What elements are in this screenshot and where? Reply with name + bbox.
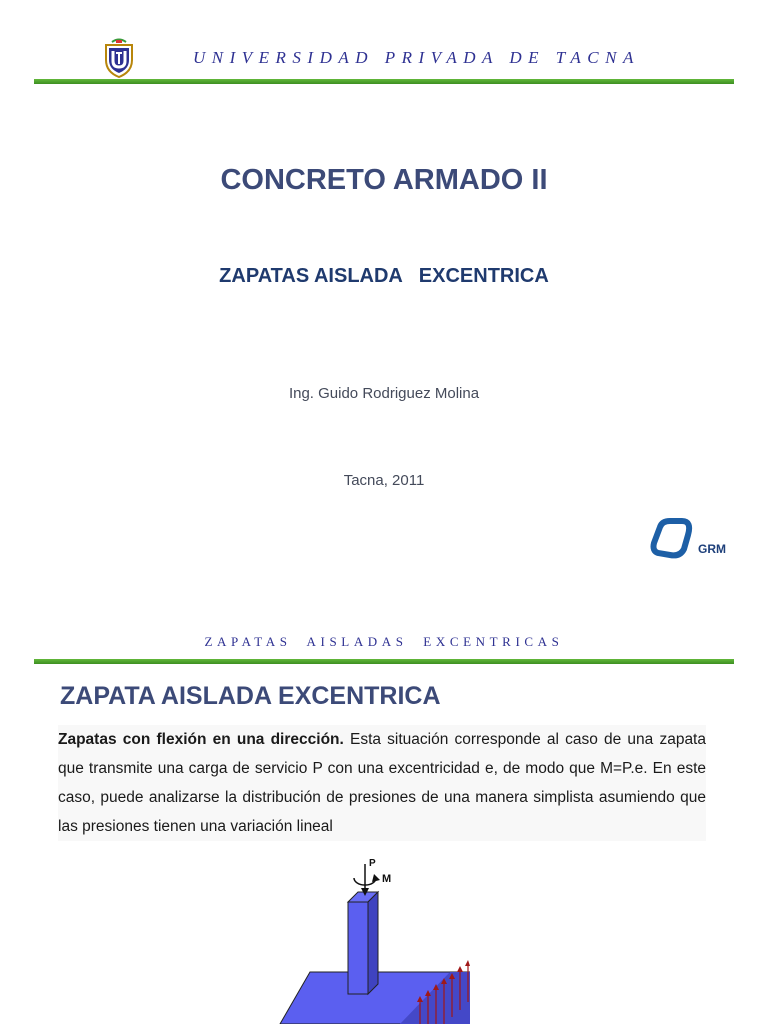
slide-title: ZAPATA AISLADA EXCENTRICA: [60, 682, 441, 710]
column-front: [348, 902, 368, 994]
moment-label: M: [382, 873, 392, 885]
description-paragraph: [58, 725, 706, 841]
author-name: Ing. Guido Rodriguez Molina: [288, 385, 480, 402]
paragraph-lead: Zapatas con flexión en una dirección.: [58, 731, 344, 748]
column-side: [368, 892, 378, 994]
content-slide: [0, 620, 768, 1024]
university-name: UNIVERSIDAD PRIVADA DE TACNA: [193, 48, 640, 67]
topic-subtitle: ZAPATAS AISLADA EXCENTRICA: [219, 265, 549, 287]
course-title: CONCRETO ARMADO II: [220, 164, 548, 196]
moment-arrowhead: [372, 874, 380, 882]
load-label: P: [369, 858, 376, 869]
header-divider: [34, 659, 734, 664]
paragraph-body: Esta situación corresponde al caso de una zapata que transmite una carga de servicio P con una excentricidad e, de modo que M=P.e. En este caso, puede analizarse la distribución de presiones de una manera simplista asumiendo que las presiones tienen una variación lineal: [58, 731, 706, 835]
grm-logo: [650, 513, 734, 559]
grm-logo-text: GRM: [698, 542, 726, 556]
footing-diagram: [270, 852, 470, 1024]
slide-header: ZAPATAS AISLADAS EXCENTRICAS: [204, 634, 564, 649]
university-shield-icon: [103, 38, 135, 78]
place-date: Tacna, 2011: [343, 472, 425, 489]
header-divider: [34, 79, 734, 84]
